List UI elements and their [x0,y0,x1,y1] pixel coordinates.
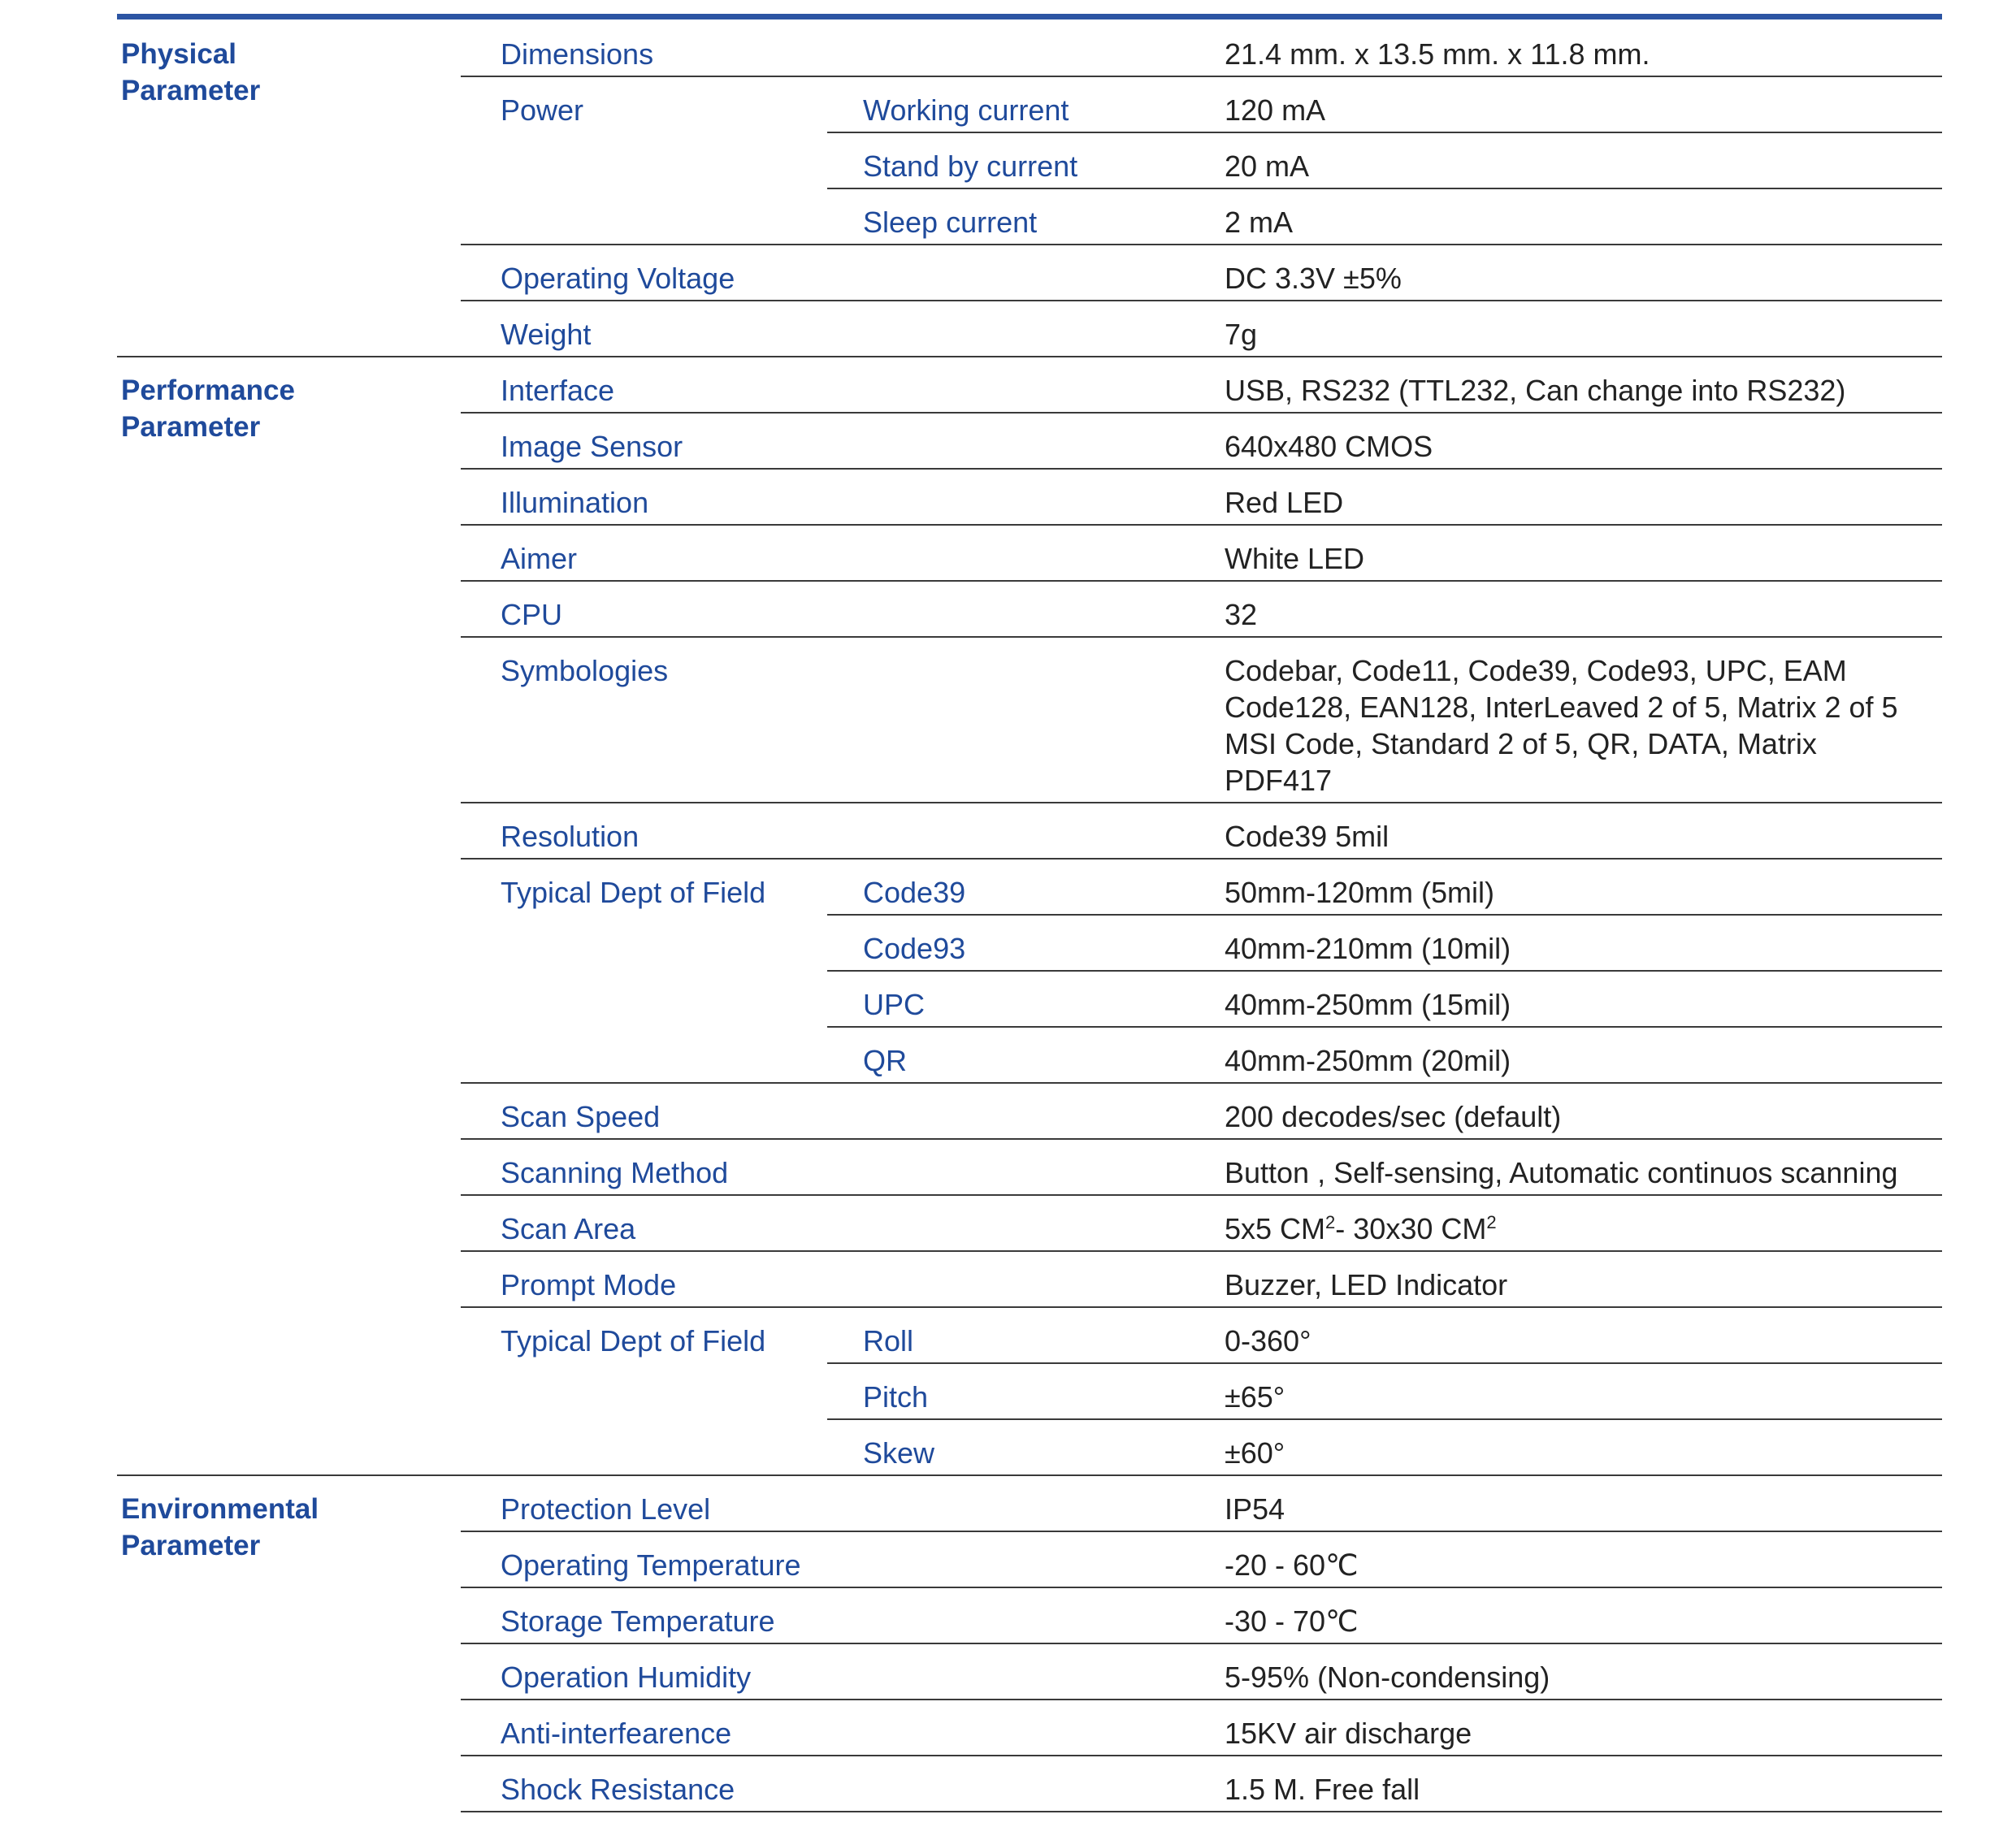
row-divider [461,1755,1942,1756]
param-label: Power [501,93,584,127]
param-label: Operation Humidity [501,1661,752,1694]
row-divider [461,802,1942,803]
row-divider [461,1643,1942,1644]
row-divider [461,244,1942,245]
sub-param-label: Stand by current [863,149,1078,183]
row-divider [461,412,1942,414]
value-text: 120 mA [1225,93,1326,127]
value-text: 40mm-250mm (15mil) [1225,988,1511,1021]
param-label: Interface [501,374,615,407]
param-label: Storage Temperature [501,1604,775,1638]
value-text: 1.5 M. Free fall [1225,1773,1420,1806]
sub-row-divider [827,1362,1942,1364]
sub-row-divider [827,1418,1942,1420]
row-divider [461,1082,1942,1084]
param-label: Illumination [501,486,649,519]
value-text: 0-360° [1225,1324,1311,1358]
section-title: Environmental Parameter [121,1493,319,1561]
row-divider [461,300,1942,301]
sub-param-label: Sleep current [863,206,1038,239]
value-text: ±65° [1225,1380,1285,1414]
value-text: 40mm-250mm (20mil) [1225,1044,1511,1077]
value-text: 40mm-210mm (10mil) [1225,932,1511,965]
row-divider [461,468,1942,470]
param-label: Resolution [501,820,639,853]
sub-param-label: Roll [863,1324,914,1358]
param-label: Operating Voltage [501,262,735,295]
sub-row-divider [827,1026,1942,1028]
param-label: Scan Speed [501,1100,661,1133]
row-divider [461,636,1942,638]
param-label: Image Sensor [501,430,683,463]
param-label: Symbologies [501,654,669,687]
value-text: Buzzer, LED Indicator [1225,1268,1508,1301]
param-label: Operating Temperature [501,1548,801,1582]
row-divider [461,1306,1942,1308]
param-label: Typical Dept of Field [501,876,766,909]
value-text: Code39 5mil [1225,820,1390,853]
value-text: Red LED [1225,486,1344,519]
row-divider [461,1250,1942,1252]
row-divider [461,524,1942,526]
value-text: PDF417 [1225,764,1333,797]
section-title: Physical Parameter [121,38,261,106]
row-divider [461,1699,1942,1700]
row-divider [461,1531,1942,1532]
value-text: Codebar, Code11, Code39, Code93, UPC, EAM [1225,654,1847,687]
value-text: DC 3.3V ±5% [1225,262,1402,295]
sub-row-divider [827,914,1942,916]
value-text: Code128, EAN128, InterLeaved 2 of 5, Matrix 2 of 5 [1225,691,1898,724]
section-divider [117,1474,1942,1476]
value-text: 15KV air discharge [1225,1717,1472,1750]
param-label: Weight [501,318,592,351]
value-text: -30 - 70℃ [1225,1604,1359,1638]
sub-param-label: QR [863,1044,907,1077]
param-label: Prompt Mode [501,1268,677,1301]
param-label: Scanning Method [501,1156,729,1189]
value-text: 32 [1225,598,1258,631]
value-text: 2 mA [1225,206,1294,239]
value-text: 50mm-120mm (5mil) [1225,876,1495,909]
row-divider [461,1587,1942,1588]
param-label: Scan Area [501,1212,636,1245]
value-text [1225,1210,1497,1247]
value-part: 5x5 CM [1225,1212,1326,1245]
value-text: -20 - 60℃ [1225,1548,1359,1582]
value-text: 20 mA [1225,149,1310,183]
value-text: 200 decodes/sec (default) [1225,1100,1562,1133]
value-text: White LED [1225,542,1365,575]
param-label: CPU [501,598,563,631]
param-label: Typical Dept of Field [501,1324,766,1358]
value-text: ±60° [1225,1436,1285,1470]
sub-row-divider [827,970,1942,972]
superscript: 2 [1325,1212,1336,1232]
value-text: 7g [1225,318,1258,351]
param-label: Shock Resistance [501,1773,735,1806]
param-label: Dimensions [501,37,654,71]
value-text: USB, RS232 (TTL232, Can change into RS232) [1225,374,1846,407]
section-title: Performance Parameter [121,375,295,443]
param-label: Anti-interfearence [501,1717,732,1750]
superscript: 2 [1486,1212,1497,1232]
sub-param-label: UPC [863,988,926,1021]
param-label: Protection Level [501,1492,711,1526]
param-label: Aimer [501,542,578,575]
row-divider [461,858,1942,860]
row-divider [461,1138,1942,1140]
section-divider [117,356,1942,357]
sub-row-divider [827,132,1942,133]
row-divider [461,1811,1942,1812]
sub-row-divider [827,188,1942,189]
value-text: 21.4 mm. x 13.5 mm. x 11.8 mm. [1225,37,1650,71]
value-part: - 30x30 CM [1335,1212,1487,1245]
row-divider [461,1194,1942,1196]
value-text: Button , Self-sensing, Automatic continuos scanning [1225,1156,1898,1189]
sub-param-label: Code93 [863,932,966,965]
sub-param-label: Code39 [863,876,966,909]
sub-param-label: Pitch [863,1380,929,1414]
value-text: 640x480 CMOS [1225,430,1433,463]
header-rule [117,14,1942,19]
sub-param-label: Working current [863,93,1069,127]
sub-param-label: Skew [863,1436,935,1470]
value-text: MSI Code, Standard 2 of 5, QR, DATA, Matrix [1225,727,1817,760]
value-text: 5-95% (Non-condensing) [1225,1661,1550,1694]
row-divider [461,76,1942,77]
row-divider [461,580,1942,582]
value-text: IP54 [1225,1492,1285,1526]
